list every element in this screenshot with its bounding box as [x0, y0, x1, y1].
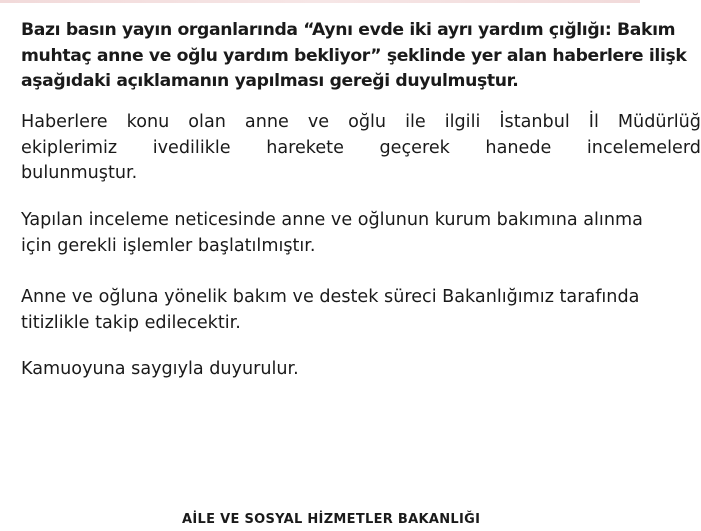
- paragraph-1-line-3: bulunmuştur.: [21, 163, 138, 183]
- paragraph-1-line-2: [21, 136, 701, 162]
- word: konu: [126, 112, 170, 132]
- word: İl: [588, 112, 599, 132]
- word: Haberlere: [21, 112, 108, 132]
- paragraph-1-line-1: [21, 110, 701, 136]
- word: harekete: [266, 137, 344, 158]
- word: anne: [244, 112, 289, 132]
- word: olan: [188, 112, 226, 132]
- paragraph-care-process: [21, 208, 643, 259]
- intro-paragraph: [21, 18, 686, 95]
- paragraph-3-line-1: Anne ve oğluna yönelik bakım ve destek süreci Bakanlığımız tarafında: [21, 287, 640, 307]
- paragraph-2-line-1: Yapılan inceleme neticesinde anne ve oğlunun kurum bakımına alınma: [21, 210, 643, 230]
- intro-line-1: Bazı basın yayın organlarında “Aynı evde iki ayrı yardım çığlığı: Bakım: [21, 20, 676, 40]
- word: oğlu: [348, 112, 387, 132]
- word: ve: [307, 112, 330, 132]
- word: ekiplerimiz: [21, 137, 118, 158]
- word: İstanbul: [499, 112, 570, 132]
- word: ile: [405, 112, 426, 132]
- paragraph-3-line-2: titizlikle takip edilecektir.: [21, 312, 241, 333]
- word: hanede: [485, 137, 552, 158]
- word: ivedilikle: [152, 137, 231, 158]
- paragraph-follow-up: [21, 285, 639, 336]
- word: geçerek: [379, 137, 450, 158]
- paragraph-2-line-2: için gerekli işlemler başlatılmıştır.: [21, 235, 316, 256]
- word: Müdürlüğ: [617, 112, 701, 132]
- press-release-document: [21, 0, 701, 531]
- paragraph-closing: [21, 357, 299, 383]
- paragraph-investigation: [21, 110, 701, 187]
- closing-line: Kamuoyuna saygıyla duyurulur.: [21, 359, 299, 379]
- intro-line-3: aşağıdaki açıklamanın yapılması gereği duyulmuştur.: [21, 71, 519, 91]
- word: ilgili: [444, 112, 481, 132]
- intro-line-2: muhtaç anne ve oğlu yardım bekliyor” şeklinde yer alan haberlere ilişk: [21, 45, 687, 66]
- ministry-signature: AİLE VE SOSYAL HİZMETLER BAKANLIĞI: [182, 512, 481, 527]
- word: incelemelerd: [586, 137, 701, 158]
